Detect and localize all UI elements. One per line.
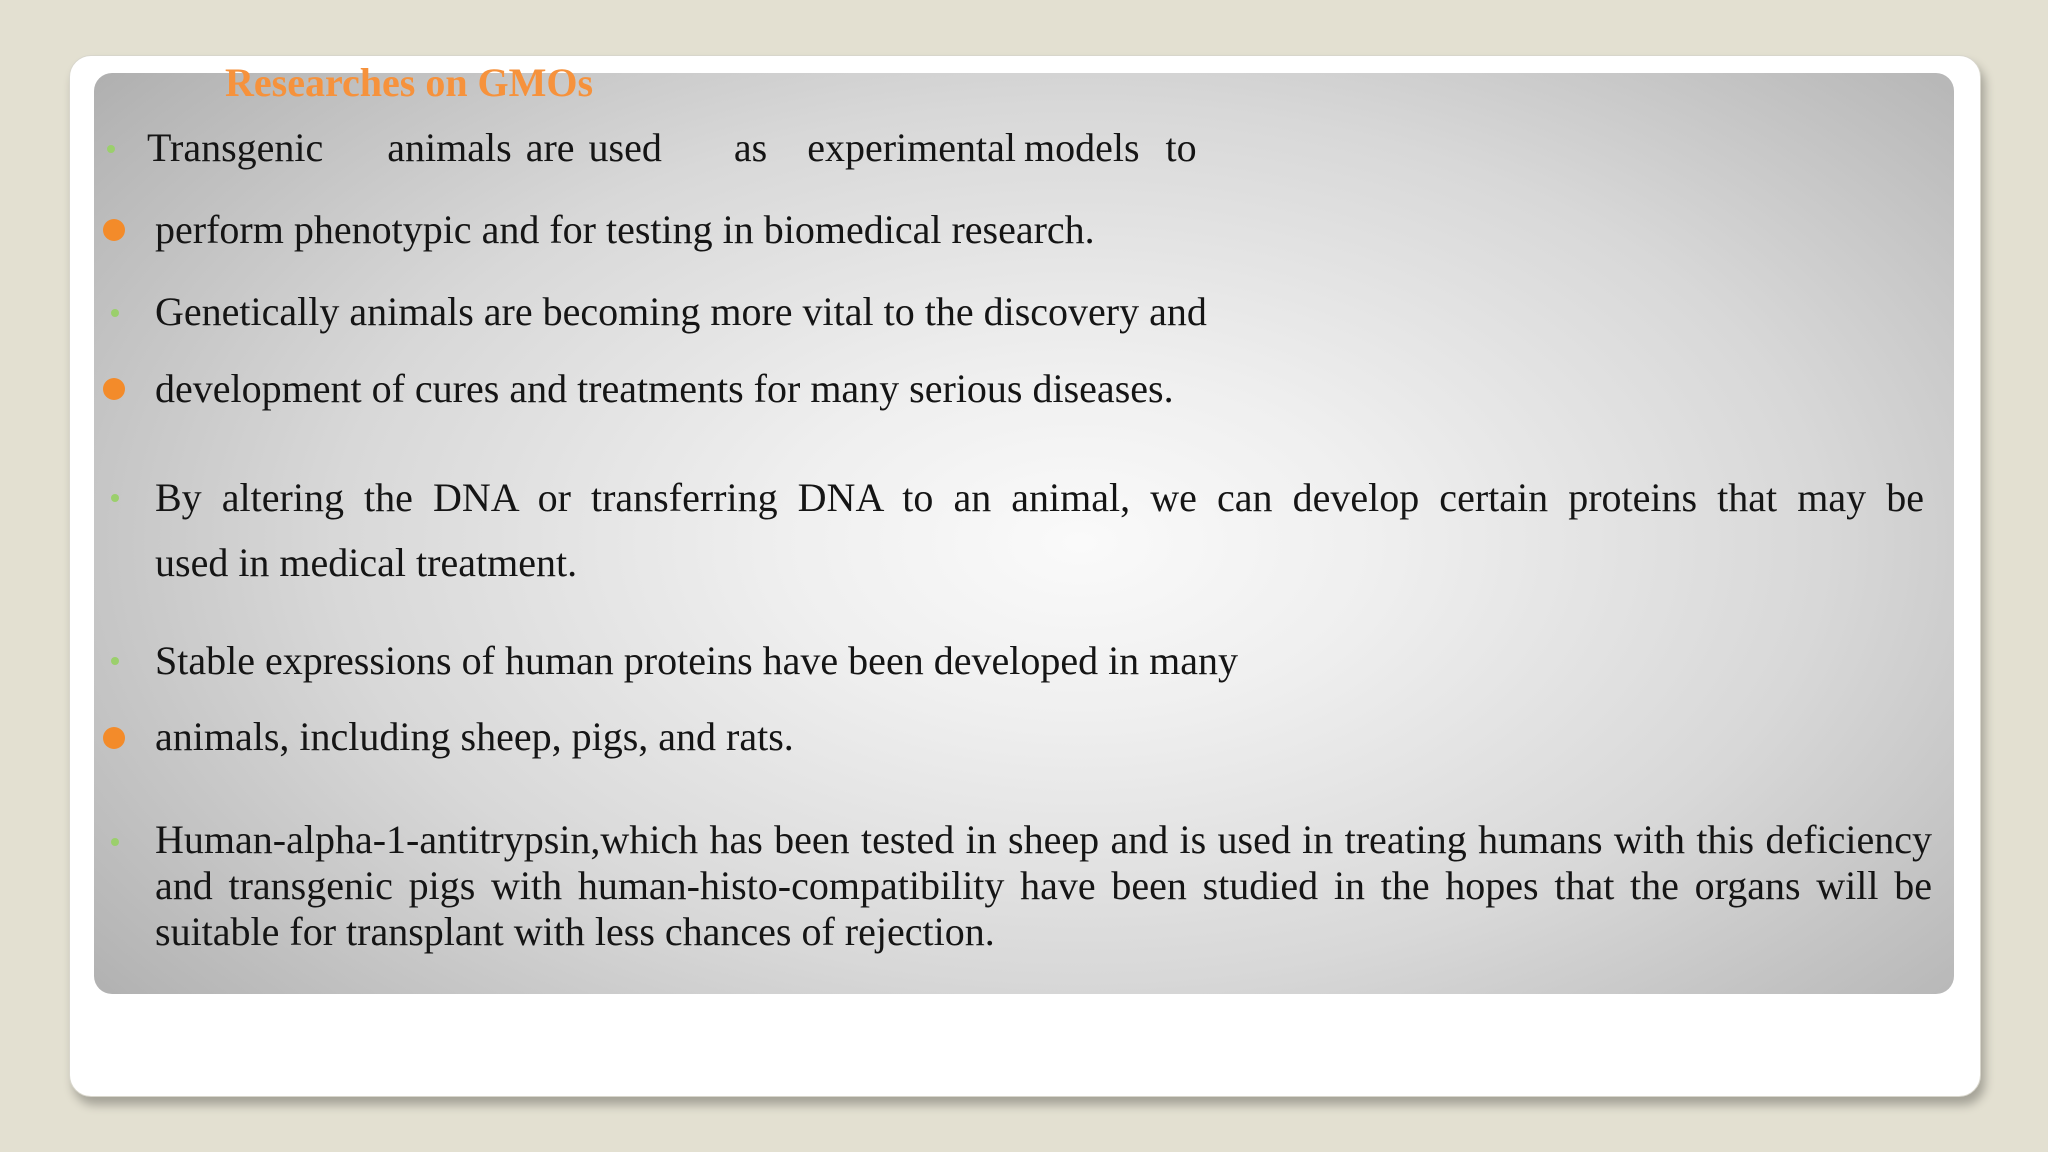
bullet-text-5-line-1: By altering the DNA or transferring DNA to an animal, we can develop certain proteins that may be: [155, 475, 1924, 520]
bullet-1-word: models: [1024, 125, 1140, 170]
bullet-text-5-line-2: used in medical treatment.: [155, 540, 578, 585]
bullet-text-2: perform phenotypic and for testing in biomedical research.: [155, 207, 1095, 252]
bullet-1-word: to: [1165, 125, 1197, 170]
bullet-1-word: as: [733, 125, 768, 170]
bullet-1-word: used: [588, 125, 662, 170]
bullet-text-4: development of cures and treatments for many serious diseases.: [155, 366, 1174, 411]
bullet-text-7: animals, including sheep, pigs, and rats.: [155, 714, 794, 759]
bullet-1-word: experimental: [807, 125, 1016, 170]
bullet-text-8: Human-alpha-1-antitrypsin,which has been tested in sheep and is used in treating humans with this deficiency and transgenic pigs with human-histo-compatibility have been studied in the hopes that the organs will be suitable for transplant with less chances of rejection.: [155, 817, 1932, 954]
bullet-marker-small: [111, 309, 119, 317]
bullet-text-1: [147, 123, 1197, 173]
bullet-marker-small: [107, 145, 115, 153]
bullet-1-word: Transgenic: [147, 125, 324, 170]
bullet-marker-small: [111, 494, 119, 502]
bullet-marker-small: [111, 838, 119, 846]
bullet-marker-small: [111, 657, 119, 665]
bullet-marker-large: [103, 219, 125, 241]
slide-title: Researches on GMOs: [225, 60, 594, 105]
bullet-text-3: Genetically animals are becoming more vital to the discovery and: [155, 289, 1207, 334]
bullet-text-6: Stable expressions of human proteins have been developed in many: [155, 638, 1239, 683]
bullet-1-word: animals: [387, 125, 512, 170]
bullet-marker-large: [103, 378, 125, 400]
bullet-marker-large: [103, 727, 125, 749]
bullet-1-word: are: [525, 125, 575, 170]
